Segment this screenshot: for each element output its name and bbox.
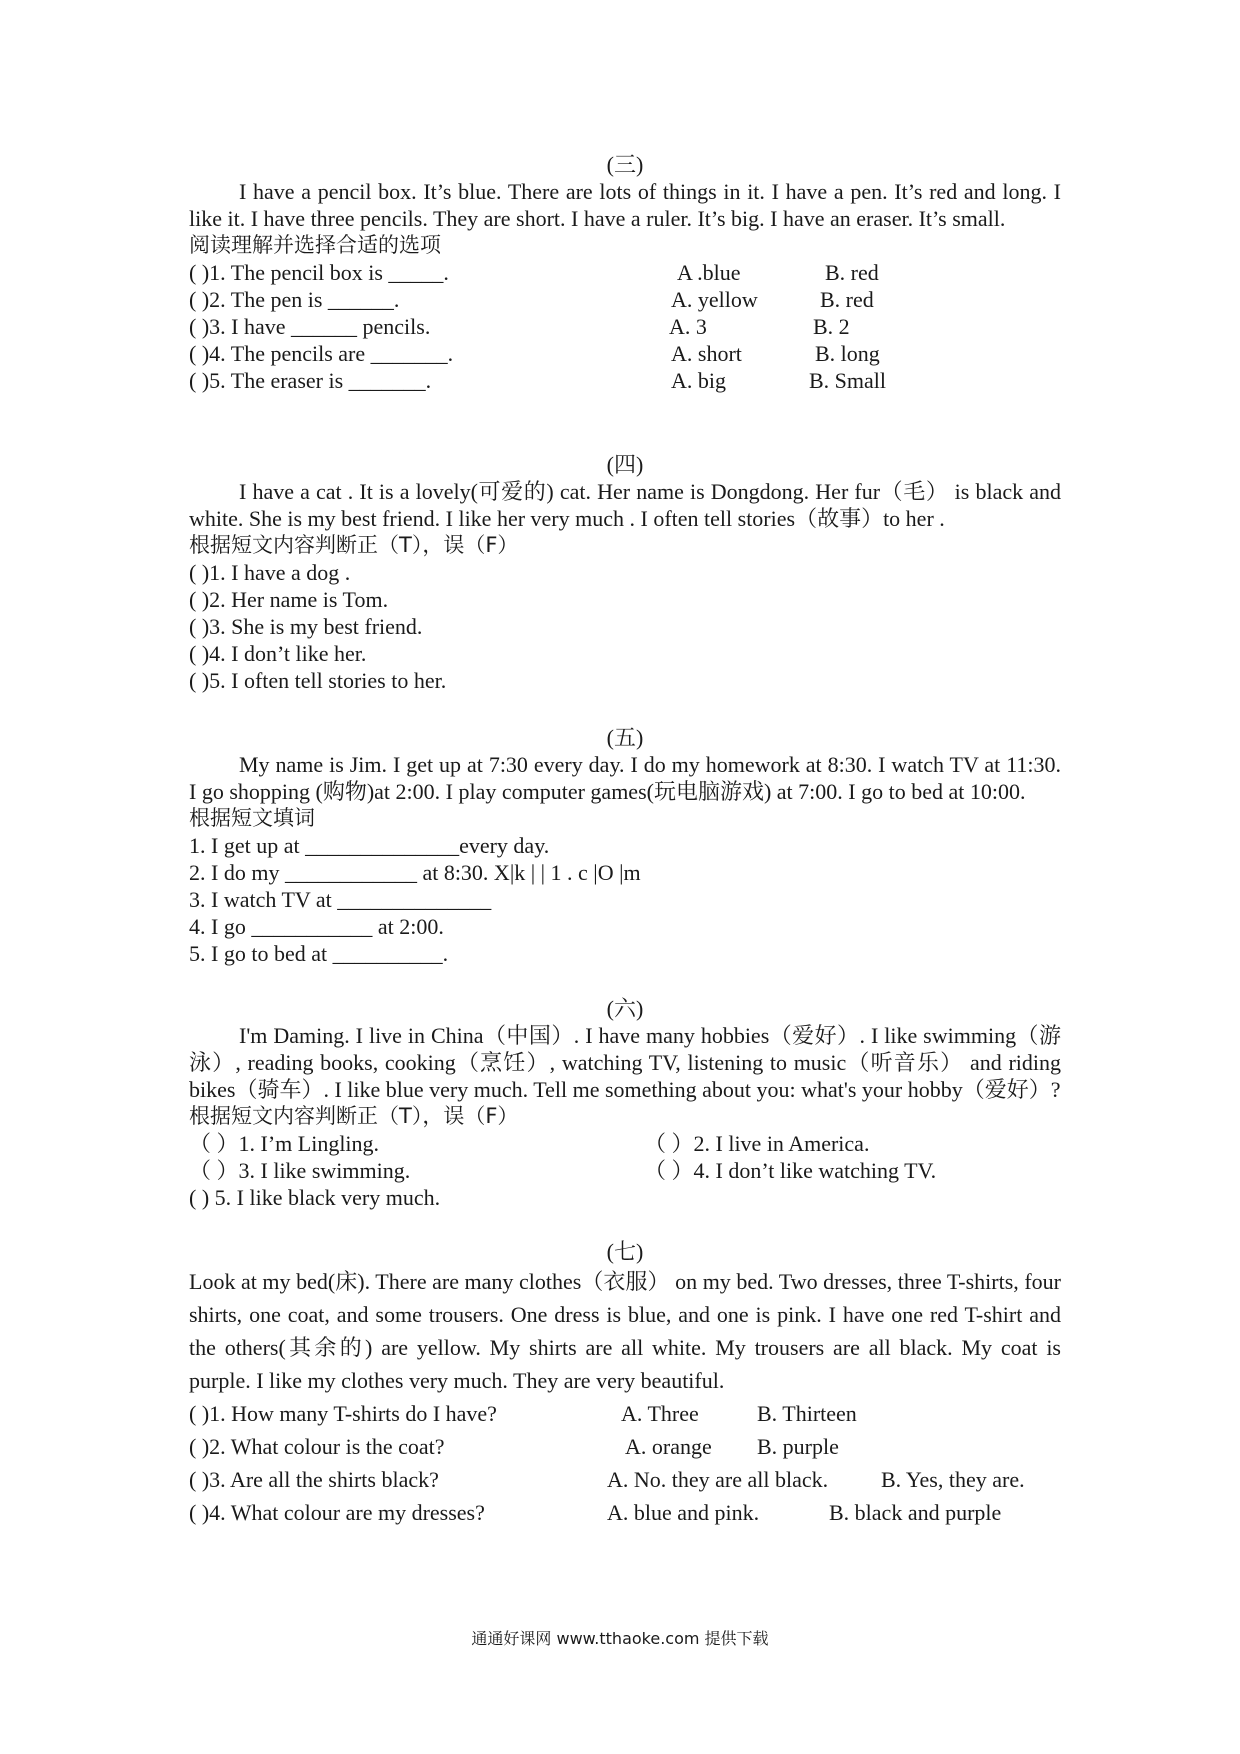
s4-item-2: ( )2. Her name is Tom. xyxy=(189,587,389,612)
section-4-passage: I have a cat . It is a lovely(可爱的) cat. Her name is Dongdong. Her fur（毛） is black and white. She is my best friend. I like her very much . I often tell stories（故事）to her . xyxy=(189,479,1061,531)
s7-q4-option-a: A. blue and pink. xyxy=(607,1500,760,1525)
s3-q3-option-a: A. 3 xyxy=(669,314,707,339)
s7-q1-option-a: A. Three xyxy=(621,1401,699,1426)
section-4-instruction: 根据短文内容判断正（T），误（F） xyxy=(189,533,519,557)
s3-q1-option-a: A .blue xyxy=(677,260,741,285)
section-6 xyxy=(189,995,1061,1211)
s7-question-row xyxy=(189,1463,1061,1496)
section-7 xyxy=(189,1238,1061,1529)
s3-question-row xyxy=(189,367,1061,394)
s4-item xyxy=(189,586,1061,613)
s3-q5: ( )5. The eraser is _______. xyxy=(189,368,432,393)
section-7-title: (七) xyxy=(606,1239,644,1264)
s3-question-row xyxy=(189,340,1061,367)
s4-item-1: ( )1. I have a dog . xyxy=(189,560,351,585)
s3-q2-option-a: A. yellow xyxy=(671,287,758,312)
section-4-title: (四) xyxy=(606,452,644,477)
s4-item xyxy=(189,613,1061,640)
section-3-instruction: 阅读理解并选择合适的选项 xyxy=(189,233,441,257)
s3-q1-option-b: B. red xyxy=(825,260,879,285)
s7-question-row xyxy=(189,1397,1061,1430)
section-3-passage: I have a pencil box. It’s blue. There are lots of things in it. I have a pen. It’s red and long. I like it. I have three pencils. They are short. I have a ruler. It’s big. I have an eraser. It’s small. xyxy=(189,179,1061,231)
footer-credit: 通通好课网 www.tthaoke.com 提供下载 xyxy=(471,1629,769,1648)
s3-q3: ( )3. I have ______ pencils. xyxy=(189,314,431,339)
s3-q4-option-b: B. long xyxy=(815,341,880,366)
s5-item xyxy=(189,886,1061,913)
s7-q2-option-a: A. orange xyxy=(625,1434,712,1459)
section-5-title: (五) xyxy=(606,725,644,750)
section-5-instruction: 根据短文填词 xyxy=(189,806,315,830)
s5-item xyxy=(189,913,1061,940)
s3-q3-option-b: B. 2 xyxy=(813,314,850,339)
s7-q2-option-b: B. purple xyxy=(757,1434,839,1459)
section-6-title: (六) xyxy=(606,996,644,1021)
s3-q4: ( )4. The pencils are _______. xyxy=(189,341,454,366)
section-6-instruction: 根据短文内容判断正（T），误（F） xyxy=(189,1104,519,1128)
s5-item-1: 1. I get up at ______________every day. xyxy=(189,833,550,858)
s4-item xyxy=(189,640,1061,667)
s6-item-1: （ ）1. I’m Lingling. xyxy=(189,1131,380,1156)
s5-item xyxy=(189,859,1061,886)
s5-item-3: 3. I watch TV at ______________ xyxy=(189,887,492,912)
s7-q3-option-b: B. Yes, they are. xyxy=(881,1467,1025,1492)
s4-item-3: ( )3. She is my best friend. xyxy=(189,614,423,639)
s3-question-row xyxy=(189,313,1061,340)
s7-q3-option-a: A. No. they are all black. xyxy=(607,1467,829,1492)
s3-q5-option-a: A. big xyxy=(671,368,726,393)
s5-item xyxy=(189,940,1061,967)
s3-q1: ( )1. The pencil box is _____. xyxy=(189,260,449,285)
s7-question-row xyxy=(189,1496,1061,1529)
section-4 xyxy=(189,451,1061,694)
section-5 xyxy=(189,724,1061,967)
s3-q5-option-b: B. Small xyxy=(809,368,887,393)
s4-item-5: ( )5. I often tell stories to her. xyxy=(189,668,447,693)
s7-q1: ( )1. How many T-shirts do I have? xyxy=(189,1401,497,1426)
s3-q4-option-a: A. short xyxy=(671,341,742,366)
s7-question-row xyxy=(189,1430,1061,1463)
s6-item-2: （ ）2. I live in America. xyxy=(644,1131,870,1156)
s3-q2-option-b: B. red xyxy=(820,287,874,312)
s5-item xyxy=(189,832,1061,859)
s3-question-row xyxy=(189,286,1061,313)
s6-row xyxy=(189,1157,1061,1184)
section-6-passage: I'm Daming. I live in China（中国）. I have many hobbies（爱好）. I like swimming（游泳）, reading books, cooking（烹饪）, watching TV, listening to music（听音乐） and riding bikes（骑车）. I like blue very much. Tell me something about you: what's your hobby（爱好）? xyxy=(189,1023,1061,1102)
s7-q1-option-b: B. Thirteen xyxy=(757,1401,857,1426)
s4-item xyxy=(189,667,1061,694)
s3-q2: ( )2. The pen is ______. xyxy=(189,287,400,312)
s4-item xyxy=(189,559,1061,586)
s7-q2: ( )2. What colour is the coat? xyxy=(189,1434,445,1459)
s6-item-4: （ ）4. I don’t like watching TV. xyxy=(644,1158,937,1183)
s7-q3: ( )3. Are all the shirts black? xyxy=(189,1467,439,1492)
s6-row xyxy=(189,1184,1061,1211)
section-3-title: (三) xyxy=(606,152,644,177)
s5-item-5: 5. I go to bed at __________. xyxy=(189,941,449,966)
section-3 xyxy=(189,151,1061,394)
section-5-passage: My name is Jim. I get up at 7:30 every day. I do my homework at 8:30. I watch TV at 11:30. I go shopping (购物)at 2:00. I play computer games(玩电脑游戏) at 7:00. I go to bed at 10:00. xyxy=(189,752,1061,804)
s4-item-4: ( )4. I don’t like her. xyxy=(189,641,367,666)
s5-item-4: 4. I go ___________ at 2:00. xyxy=(189,914,444,939)
s3-question-row xyxy=(189,259,1061,286)
s6-row xyxy=(189,1130,1061,1157)
s6-item-3: （ ）3. I like swimming. xyxy=(189,1158,411,1183)
s5-item-2: 2. I do my ____________ at 8:30. X|k | | 1 . c |O |m xyxy=(189,860,641,885)
s7-q4-option-b: B. black and purple xyxy=(829,1500,1002,1525)
s6-item-5: ( ) 5. I like black very much. xyxy=(189,1185,441,1210)
section-7-passage: Look at my bed(床). There are many clothes（衣服） on my bed. Two dresses, three T-shirts, four shirts, one coat, and some trousers. One dress is blue, and one is pink. I have one red T-shirt and the others(其余的) are yellow. My shirts are all white. My trousers are all black. My coat is purple. I like my clothes very much. They are very beautiful. xyxy=(189,1269,1061,1393)
s7-q4: ( )4. What colour are my dresses? xyxy=(189,1500,485,1525)
